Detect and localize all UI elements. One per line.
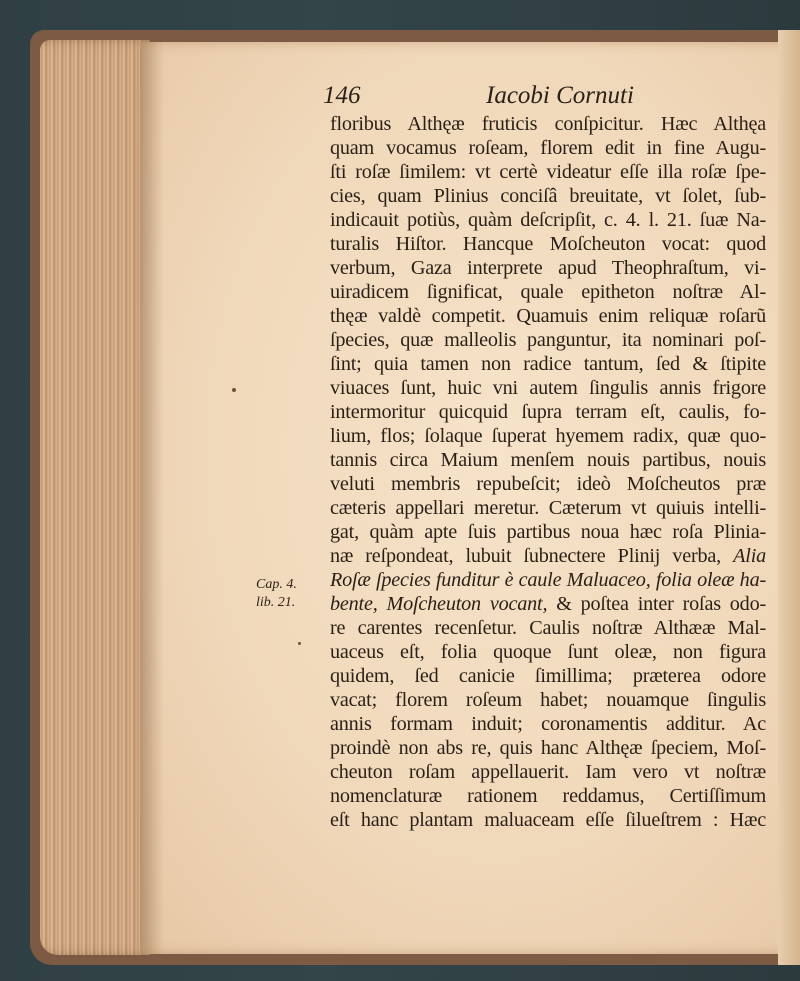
- margin-note-line: Cap. 4.: [256, 577, 297, 592]
- text-segment: bente, Moſcheuton vocant,: [330, 593, 557, 615]
- text-line: [330, 736, 766, 760]
- text-segment: cheuton roſam appellauerit. Iam vero vt noſtræ: [330, 761, 766, 783]
- text-line: [330, 112, 766, 136]
- text-line: [330, 328, 766, 352]
- body-text: [330, 112, 766, 832]
- text-segment: uiradicem ſignificat, quale epitheton noſtræ Al-: [330, 281, 766, 303]
- text-line: [330, 208, 766, 232]
- text-segment: turalis Hiſtor. Hancque Moſcheuton vocat: quod: [330, 233, 766, 255]
- text-segment: annis formam induit; coronamentis additur. Ac: [330, 713, 766, 735]
- text-line: [330, 232, 766, 256]
- text-line: [330, 784, 766, 808]
- text-line: [330, 664, 766, 688]
- page-header: [323, 82, 763, 116]
- text-segment: re carentes recenſetur. Caulis noſtræ Althææ Mal-: [330, 617, 766, 639]
- text-segment: ſint; quia tamen non radice tantum, ſed & ſtipite: [330, 353, 766, 375]
- text-segment: nomenclaturæ rationem reddamus, Certiſſimum: [330, 785, 766, 807]
- text-segment: floribus Althęæ fruticis conſpicitur. Hæc Althęa: [330, 113, 766, 135]
- text-segment: veluti membris repubeſcit; ideò Moſcheutos præ: [330, 473, 766, 495]
- text-segment: gat, quàm apte ſuis partibus noua hæc roſa Plinia-: [330, 521, 766, 543]
- text-line: [330, 160, 766, 184]
- text-line: [330, 400, 766, 424]
- text-line: [330, 136, 766, 160]
- text-line: [330, 280, 766, 304]
- text-segment: næ reſpondeat, lubuit ſubnectere Plinij verba,: [330, 545, 734, 567]
- text-line: [330, 424, 766, 448]
- text-segment: ſpecies, quæ malleolis panguntur, ita nominari poſ-: [330, 329, 766, 351]
- text-line: [330, 544, 766, 568]
- text-segment: & poſtea inter roſas odo-: [556, 593, 766, 615]
- text-line: [330, 448, 766, 472]
- text-segment: tannis circa Maium menſem nouis partibus, nouis: [330, 449, 766, 471]
- text-segment: uaceus eſt, folia quoque ſunt oleæ, non figura: [330, 641, 766, 663]
- text-line: [330, 304, 766, 328]
- next-page-edge: [778, 30, 800, 965]
- text-line: [330, 376, 766, 400]
- text-line: [330, 352, 766, 376]
- text-line: [330, 472, 766, 496]
- text-line: [330, 568, 766, 592]
- text-line: [330, 760, 766, 784]
- text-segment: indicauit potiùs, quàm deſcripſit, c. 4. l. 21. ſuæ Na-: [330, 209, 766, 231]
- text-segment: quidem, ſed canicie ſimillima; præterea odore: [330, 665, 766, 687]
- text-segment: verbum, Gaza interprete apud Theophraſtum, vi-: [330, 257, 766, 279]
- text-segment: lium, flos; ſolaque ſuperat hyemem radix, quæ quo-: [330, 425, 766, 447]
- text-segment: Alia: [733, 545, 766, 567]
- margin-note: [256, 576, 316, 612]
- text-segment: viuaces ſunt, huic vni autem ſingulis annis frigore: [330, 377, 766, 399]
- text-segment: Roſæ ſpecies funditur è caule Maluaceo, folia oleæ ha-: [330, 569, 766, 591]
- text-segment: intermoritur quicquid ſupra terram eſt, caulis, fo-: [330, 401, 766, 423]
- text-line: [330, 520, 766, 544]
- text-segment: ſti roſæ ſimilem: vt certè videatur eſſe illa roſæ ſpe-: [330, 161, 766, 183]
- text-line: [330, 256, 766, 280]
- gutter-shadow: [140, 42, 164, 954]
- ink-spot: [298, 642, 301, 645]
- page-number: 146: [323, 82, 361, 109]
- text-line: [330, 592, 766, 616]
- text-line: [330, 688, 766, 712]
- text-line: [330, 640, 766, 664]
- margin-note-line: lib. 21.: [256, 595, 296, 610]
- running-title: Iacobi Cornuti: [486, 82, 634, 109]
- ink-spot: [232, 388, 236, 392]
- text-segment: vacat; florem roſeum habet; nouamque ſingulis: [330, 689, 766, 711]
- text-segment: cies, quam Plinius conciſâ breuitate, vt ſolet, ſub-: [330, 185, 766, 207]
- text-segment: thęæ valdè competit. Quamuis enim reliquæ roſarũ: [330, 305, 766, 327]
- text-segment: quam vocamus roſeam, florem edit in fine Augu-: [330, 137, 766, 159]
- text-segment: eſt hanc plantam maluaceam eſſe ſilueſtrem : Hæc: [330, 809, 766, 831]
- text-line: [330, 616, 766, 640]
- text-line: [330, 712, 766, 736]
- text-line: [330, 184, 766, 208]
- text-line: [330, 808, 766, 832]
- page-edges-stack: [40, 40, 150, 955]
- text-line: [330, 496, 766, 520]
- text-segment: cæteris appellari meretur. Cæterum vt quiuis intelli-: [330, 497, 766, 519]
- text-segment: proindè non abs re, quis hanc Althęæ ſpeciem, Moſ-: [330, 737, 766, 759]
